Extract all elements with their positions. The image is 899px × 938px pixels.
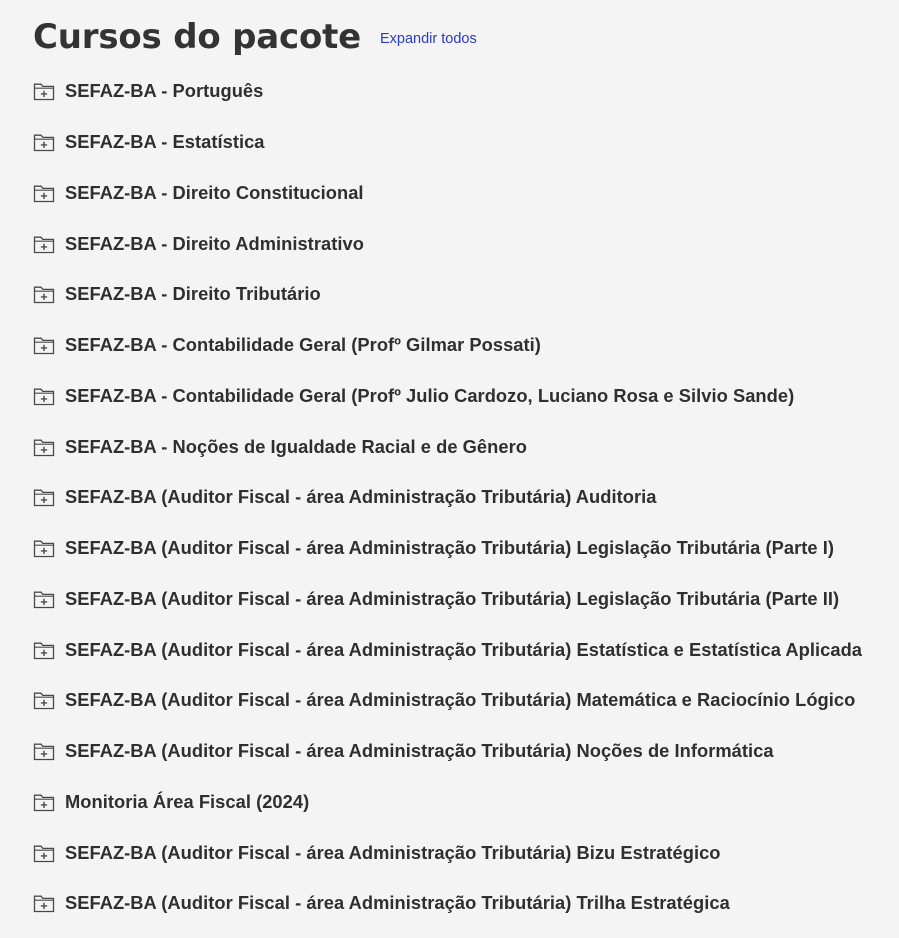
course-item[interactable] bbox=[33, 726, 862, 777]
course-title: SEFAZ-BA (Auditor Fiscal - área Administração Tributária) Trilha Estratégica bbox=[65, 892, 730, 914]
course-item[interactable] bbox=[33, 878, 862, 929]
course-item[interactable] bbox=[33, 777, 862, 828]
folder-plus-icon[interactable] bbox=[33, 183, 55, 203]
course-title: SEFAZ-BA (Auditor Fiscal - área Administração Tributária) Legislação Tributária (Parte II) bbox=[65, 587, 840, 609]
course-title: SEFAZ-BA - Direito Administrativo bbox=[65, 232, 364, 254]
course-list bbox=[33, 66, 862, 929]
course-title: SEFAZ-BA - Contabilidade Geral (Profº Gilmar Possati) bbox=[65, 334, 541, 356]
folder-plus-icon[interactable] bbox=[33, 284, 55, 304]
folder-plus-icon[interactable] bbox=[33, 741, 55, 761]
expand-all-link[interactable]: Expandir todos bbox=[380, 31, 477, 47]
folder-plus-icon[interactable] bbox=[33, 893, 55, 913]
course-title: SEFAZ-BA - Noções de Igualdade Racial e de Gênero bbox=[65, 435, 527, 457]
course-title: SEFAZ-BA - Estatística bbox=[65, 131, 265, 153]
folder-plus-icon[interactable] bbox=[33, 690, 55, 710]
folder-plus-icon[interactable] bbox=[33, 538, 55, 558]
course-item[interactable] bbox=[33, 269, 862, 320]
course-item[interactable] bbox=[33, 117, 862, 168]
course-title: Monitoria Área Fiscal (2024) bbox=[65, 790, 310, 812]
course-item[interactable] bbox=[33, 218, 862, 269]
folder-plus-icon[interactable] bbox=[33, 640, 55, 660]
course-title: SEFAZ-BA (Auditor Fiscal - área Administração Tributária) Noções de Informática bbox=[65, 740, 774, 762]
folder-plus-icon[interactable] bbox=[33, 487, 55, 507]
course-item[interactable] bbox=[33, 371, 862, 422]
course-item[interactable] bbox=[33, 421, 862, 472]
folder-plus-icon[interactable] bbox=[33, 132, 55, 152]
course-item[interactable] bbox=[33, 523, 862, 574]
course-title: SEFAZ-BA (Auditor Fiscal - área Administração Tributária) Auditoria bbox=[65, 486, 657, 508]
course-item[interactable] bbox=[33, 66, 862, 117]
course-item[interactable] bbox=[33, 320, 862, 371]
course-title: SEFAZ-BA - Português bbox=[65, 80, 264, 102]
folder-plus-icon[interactable] bbox=[33, 843, 55, 863]
section-header bbox=[33, 14, 361, 60]
course-item[interactable] bbox=[33, 168, 862, 219]
folder-plus-icon[interactable] bbox=[33, 234, 55, 254]
course-title: SEFAZ-BA (Auditor Fiscal - área Administração Tributária) Estatística e Estatística Aplicada bbox=[65, 638, 863, 660]
course-title: SEFAZ-BA - Direito Constitucional bbox=[65, 181, 364, 203]
course-item[interactable] bbox=[33, 675, 862, 726]
folder-plus-icon[interactable] bbox=[33, 335, 55, 355]
folder-plus-icon[interactable] bbox=[33, 589, 55, 609]
course-item[interactable] bbox=[33, 574, 862, 625]
course-title: SEFAZ-BA (Auditor Fiscal - área Administração Tributária) Legislação Tributária (Parte I) bbox=[65, 537, 835, 559]
course-title: SEFAZ-BA - Contabilidade Geral (Profº Julio Cardozo, Luciano Rosa e Silvio Sande) bbox=[65, 384, 795, 406]
course-item[interactable] bbox=[33, 624, 862, 675]
folder-plus-icon[interactable] bbox=[33, 792, 55, 812]
page-title: Cursos do pacote bbox=[33, 17, 362, 57]
course-title: SEFAZ-BA - Direito Tributário bbox=[65, 283, 321, 305]
course-item[interactable] bbox=[33, 827, 862, 878]
folder-plus-icon[interactable] bbox=[33, 81, 55, 101]
folder-plus-icon[interactable] bbox=[33, 386, 55, 406]
course-title: SEFAZ-BA (Auditor Fiscal - área Administração Tributária) Matemática e Raciocínio Lógico bbox=[65, 689, 856, 711]
course-item[interactable] bbox=[33, 472, 862, 523]
folder-plus-icon[interactable] bbox=[33, 437, 55, 457]
course-title: SEFAZ-BA (Auditor Fiscal - área Administração Tributária) Bizu Estratégico bbox=[65, 841, 721, 863]
